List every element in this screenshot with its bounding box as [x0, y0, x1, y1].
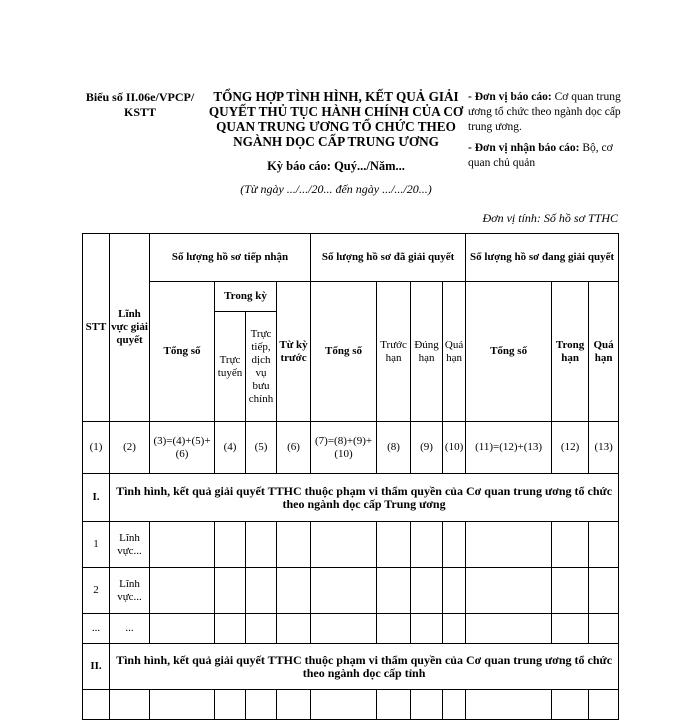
section-title: Tình hình, kết quả giải quyết TTHC thuộc phạm vi thẩm quyền của Cơ quan trung ương tổ chức theo ngành dọc cấp Trung ương: [110, 474, 619, 522]
online-header: Trực tuyến: [215, 312, 246, 422]
section-title: Tình hình, kết quả giải quyết TTHC thuộc phạm vi thẩm quyền của Cơ quan trung ương tổ chức theo ngành dọc cấp tỉnh: [110, 644, 619, 690]
col-number: (1): [83, 422, 110, 474]
on-time-header: Đúng hạn: [411, 282, 443, 422]
before-deadline-header: Trước hạn: [377, 282, 411, 422]
reporting-unit-label: - Đơn vị báo cáo:: [468, 91, 552, 103]
reporting-unit: [468, 90, 626, 135]
report-date-range: (Từ ngày .../.../20... đến ngày .../.../20...): [240, 182, 432, 196]
received-group-header: Số lượng hồ sơ tiếp nhận: [150, 234, 311, 282]
reporting-unit-value: Cơ quan trung ương tổ chức theo ngành dọc cấp trung ương.: [468, 91, 621, 133]
form-code: Biểu số II.06e/VPCP/KSTT: [85, 90, 195, 119]
receiving-unit-value: Bộ, cơ quan chủ quản: [468, 142, 613, 169]
resolved-group-header: Số lượng hồ sơ đã giải quyết: [311, 234, 466, 282]
col-number: (5): [246, 422, 277, 474]
row-field: Lĩnh vực...: [110, 522, 150, 568]
in-period-header: Trong kỳ: [215, 282, 277, 312]
col-number: (4): [215, 422, 246, 474]
row-stt: 2: [83, 568, 110, 614]
row-stt: ...: [83, 614, 110, 644]
pending-total-header: Tổng số: [466, 282, 552, 422]
col-stt-header: STT: [83, 234, 110, 422]
col-field-header: Lĩnh vực giải quyết: [110, 234, 150, 422]
col-number: (10): [443, 422, 466, 474]
report-period: Kỳ báo cáo: Quý.../Năm...: [267, 159, 405, 173]
col-number: (6): [277, 422, 311, 474]
pending-group-header: Số lượng hồ sơ đang giải quyết: [466, 234, 619, 282]
col-number: (13): [589, 422, 619, 474]
col-number: (8): [377, 422, 411, 474]
prev-period-header: Từ kỳ trước: [277, 282, 311, 422]
col-number: (2): [110, 422, 150, 474]
col-number: (12): [552, 422, 589, 474]
table-row: [83, 568, 619, 614]
section-number: I.: [83, 474, 110, 522]
receiving-unit-label: - Đơn vị nhận báo cáo:: [468, 142, 580, 154]
within-deadline-header: Trong hạn: [552, 282, 589, 422]
row-stt: 1: [83, 522, 110, 568]
report-units: [468, 90, 626, 171]
received-total-header: Tổng số: [150, 282, 215, 422]
resolved-total-header: Tổng số: [311, 282, 377, 422]
report-table: [82, 233, 619, 720]
table-row: [83, 690, 619, 720]
pending-overdue-header: Quá hạn: [589, 282, 619, 422]
col-number: (11)=(12)+(13): [466, 422, 552, 474]
col-number: (9): [411, 422, 443, 474]
row-field: Lĩnh vực...: [110, 568, 150, 614]
receiving-unit: [468, 141, 626, 171]
direct-header: Trực tiếp, dịch vụ bưu chính: [246, 312, 277, 422]
row-field: ...: [110, 614, 150, 644]
report-title: TỔNG HỢP TÌNH HÌNH, KẾT QUẢ GIẢI QUYẾT THỦ TỤC HÀNH CHÍNH CỦA CƠ QUAN TRUNG ƯƠNG TỔ CHỨC THEO NGÀNH DỌC CẤP TRUNG ƯƠNG: [208, 89, 464, 149]
table-row: [83, 522, 619, 568]
section-number: II.: [83, 644, 110, 690]
table-row: [83, 614, 619, 644]
unit-of-measure: Đơn vị tính: Số hồ sơ TTHC: [482, 211, 618, 225]
col-number: (3)=(4)+(5)+(6): [150, 422, 215, 474]
overdue-header: Quá hạn: [443, 282, 466, 422]
col-number: (7)=(8)+(9)+(10): [311, 422, 377, 474]
